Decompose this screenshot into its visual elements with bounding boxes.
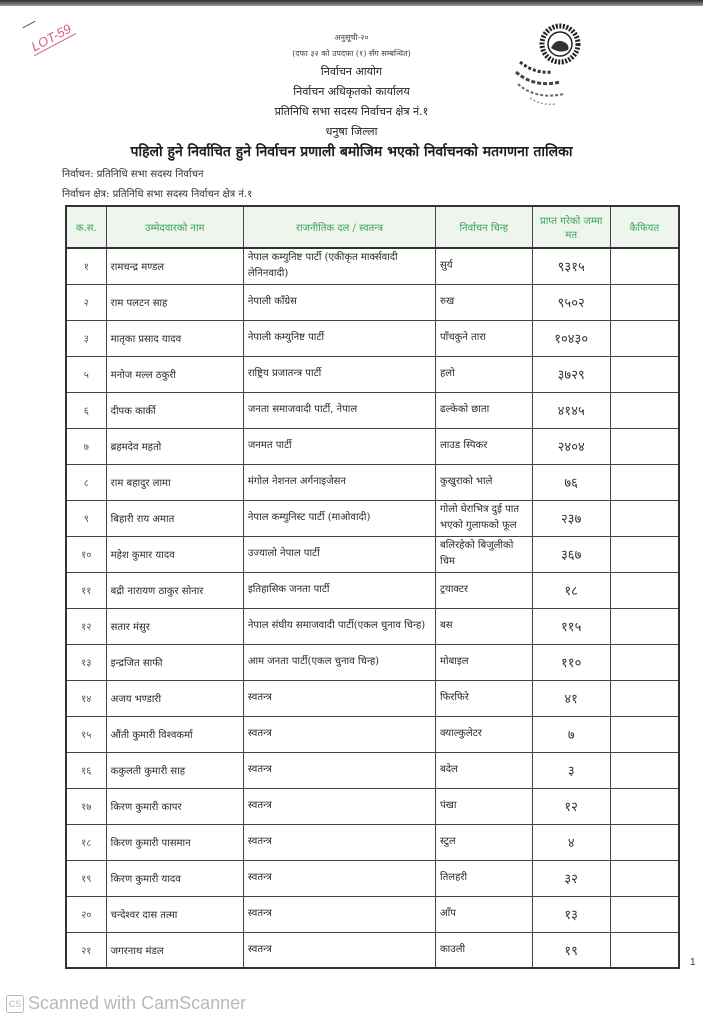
party-cell: जनमत पार्टी (243, 428, 435, 464)
scan-top-edge (0, 0, 703, 6)
votes-cell: ३७२९ (532, 356, 610, 392)
symbol-cell: बस (436, 608, 533, 644)
candidate-name-cell: चन्देश्वर दास तत्मा (106, 896, 243, 932)
candidate-name-cell: मनोज मल्ल ठकुरी (106, 356, 243, 392)
party-cell: नेपाली कम्युनिष्ट पार्टी (243, 320, 435, 356)
candidate-name-cell: मातृका प्रसाद यादव (106, 320, 243, 356)
party-cell: नेपाल कम्युनिस्ट पार्टी (माओवादी) (243, 500, 435, 536)
serial-cell: १२ (66, 608, 106, 644)
column-header-votes: प्राप्त गरेको जम्मा मत (532, 206, 610, 248)
serial-cell: ११ (66, 572, 106, 608)
remarks-cell (610, 428, 679, 464)
party-cell: स्वतन्त्र (243, 716, 435, 752)
votes-cell: १०४३० (532, 320, 610, 356)
party-cell: स्वतन्त्र (243, 932, 435, 968)
table-row (66, 536, 679, 572)
serial-cell: २१ (66, 932, 106, 968)
votes-cell: ७ (532, 716, 610, 752)
symbol-cell: तिलहरी (436, 860, 533, 896)
column-header-remarks: कैफियत (610, 206, 679, 248)
votes-cell: ४१४५ (532, 392, 610, 428)
symbol-cell: सुर्य (436, 248, 533, 284)
symbol-cell: आँप (436, 896, 533, 932)
vote-count-table (65, 205, 680, 969)
symbol-cell: लाउड स्पिकर (436, 428, 533, 464)
serial-cell: १७ (66, 788, 106, 824)
table-row (66, 320, 679, 356)
candidate-name-cell: राम बहादुर लामा (106, 464, 243, 500)
remarks-cell (610, 860, 679, 896)
table-header-row (66, 206, 679, 248)
table-row (66, 356, 679, 392)
symbol-cell: क्याल्कुलेटर (436, 716, 533, 752)
serial-cell: १४ (66, 680, 106, 716)
serial-cell: १८ (66, 824, 106, 860)
serial-cell: ९ (66, 500, 106, 536)
candidate-name-cell: किरण कुमारी कापर (106, 788, 243, 824)
symbol-cell: बदेल (436, 752, 533, 788)
candidate-name-cell: बद्री नारायण ठाकुर सोनार (106, 572, 243, 608)
party-cell: राष्ट्रिय प्रजातन्त्र पार्टी (243, 356, 435, 392)
table-row (66, 716, 679, 752)
remarks-cell (610, 608, 679, 644)
camscanner-icon: CS (6, 995, 24, 1013)
votes-cell: ३ (532, 752, 610, 788)
election-area: निर्वाचन क्षेत्र: प्रतिनिधि सभा सदस्य निर्वाचन क्षेत्र नं.१ (62, 189, 253, 200)
table-row (66, 428, 679, 464)
column-header-symbol: निर्वाचन चिन्ह (436, 206, 533, 248)
serial-cell: ५ (66, 356, 106, 392)
party-cell: स्वतन्त्र (243, 896, 435, 932)
table-row (66, 392, 679, 428)
symbol-cell: काउली (436, 932, 533, 968)
table-row (66, 500, 679, 536)
serial-cell: २० (66, 896, 106, 932)
serial-cell: ३ (66, 320, 106, 356)
organization-name: निर्वाचन आयोग (320, 65, 383, 78)
votes-cell: ४ (532, 824, 610, 860)
office-name: निर्वाचन अधिकृतको कार्यालय (293, 85, 410, 98)
table-row (66, 644, 679, 680)
candidate-name-cell: किरण कुमारी यादव (106, 860, 243, 896)
table-row (66, 284, 679, 320)
votes-cell: १८ (532, 572, 610, 608)
table-row (66, 932, 679, 968)
votes-cell: ७६ (532, 464, 610, 500)
remarks-cell (610, 392, 679, 428)
votes-cell: १९ (532, 932, 610, 968)
remarks-cell (610, 536, 679, 572)
candidate-name-cell: सतार मंसुर (106, 608, 243, 644)
watermark-text: Scanned with CamScanner (28, 993, 247, 1013)
symbol-cell: हलो (436, 356, 533, 392)
votes-cell: ११५ (532, 608, 610, 644)
remarks-cell (610, 320, 679, 356)
column-header-candidate: उम्मेदवारको नाम (106, 206, 243, 248)
candidate-name-cell: दीपक कार्की (106, 392, 243, 428)
serial-cell: १५ (66, 716, 106, 752)
symbol-cell: कुखुराको भाले (436, 464, 533, 500)
party-cell: स्वतन्त्र (243, 752, 435, 788)
candidate-name-cell: ककुलती कुमारी साह (106, 752, 243, 788)
party-cell: स्वतन्त्र (243, 788, 435, 824)
table-row (66, 680, 679, 716)
column-header-party: राजनीतिक दल / स्वतन्त्र (243, 206, 435, 248)
candidate-name-cell: औंती कुमारी विश्वकर्मा (106, 716, 243, 752)
serial-cell: ७ (66, 428, 106, 464)
table-row (66, 248, 679, 284)
table-row (66, 608, 679, 644)
party-cell: आम जनता पार्टी(एकल चुनाव चिन्ह) (243, 644, 435, 680)
serial-cell: १ (66, 248, 106, 284)
candidate-name-cell: जगरनाथ मंडल (106, 932, 243, 968)
symbol-cell: ट्रयाक्टर (436, 572, 533, 608)
votes-cell: ३६७ (532, 536, 610, 572)
scanner-watermark (6, 993, 246, 1014)
serial-cell: १९ (66, 860, 106, 896)
remarks-cell (610, 716, 679, 752)
remarks-cell (610, 932, 679, 968)
lot-annotation: LOT-59 (27, 20, 76, 56)
candidate-name-cell: राम पलटन साह (106, 284, 243, 320)
remarks-cell (610, 680, 679, 716)
remarks-cell (610, 356, 679, 392)
serial-cell: ६ (66, 392, 106, 428)
party-cell: मंगोल नेशनल अर्गनाइजेसन (243, 464, 435, 500)
party-cell: स्वतन्त्र (243, 860, 435, 896)
party-cell: नेपाल संघीय समाजवादी पार्टी(एकल चुनाव चिन्ह) (243, 608, 435, 644)
remarks-cell (610, 500, 679, 536)
document-title: पहिलो हुने निर्वाचित हुने निर्वाचन प्रणाली बमोजिम भएको निर्वाचनको मतगणना तालिका (130, 144, 573, 160)
votes-cell: १२ (532, 788, 610, 824)
remarks-cell (610, 248, 679, 284)
serial-cell: २ (66, 284, 106, 320)
candidate-name-cell: इन्द्रजित साफी (106, 644, 243, 680)
page-number: 1 (690, 957, 696, 968)
party-cell: स्वतन्त्र (243, 680, 435, 716)
votes-cell: ४१ (532, 680, 610, 716)
table-row (66, 824, 679, 860)
symbol-cell: पाँचकुने तारा (436, 320, 533, 356)
symbol-cell: रुख (436, 284, 533, 320)
votes-cell: ११० (532, 644, 610, 680)
symbol-cell: स्टुल (436, 824, 533, 860)
election-type: निर्वाचन: प्रतिनिधि सभा सदस्य निर्वाचन (62, 169, 204, 180)
party-cell: जनता समाजवादी पार्टी, नेपाल (243, 392, 435, 428)
candidate-name-cell: बिहारी राय अमात (106, 500, 243, 536)
table-row (66, 860, 679, 896)
schedule-label: अनुसूची-२० (334, 33, 369, 42)
remarks-cell (610, 752, 679, 788)
table-row (66, 752, 679, 788)
symbol-cell: फिरफिरे (436, 680, 533, 716)
votes-cell: १३ (532, 896, 610, 932)
reference-label: (दफा ३२ को उपदफा (१) सँग सम्बन्धित) (292, 49, 411, 58)
annotation-dash (23, 21, 36, 28)
table-row (66, 464, 679, 500)
symbol-cell: मोबाइल (436, 644, 533, 680)
party-cell: स्वतन्त्र (243, 824, 435, 860)
symbol-cell: गोलो घेराभित्र दुई पात भएको गुलाफको फूल (436, 500, 533, 536)
column-header-serial: क.स. (66, 206, 106, 248)
serial-cell: १३ (66, 644, 106, 680)
table-row (66, 788, 679, 824)
serial-cell: १६ (66, 752, 106, 788)
symbol-cell: बलिरहेको बिजुलीको चिम (436, 536, 533, 572)
votes-cell: २३७ (532, 500, 610, 536)
party-cell: इतिहासिक जनता पार्टी (243, 572, 435, 608)
symbol-cell: पंखा (436, 788, 533, 824)
district-name: धनुषा जिल्ला (325, 125, 378, 138)
remarks-cell (610, 824, 679, 860)
votes-cell: २४०४ (532, 428, 610, 464)
votes-cell: ३२ (532, 860, 610, 896)
votes-cell: ९५०२ (532, 284, 610, 320)
party-cell: उज्यालो नेपाल पार्टी (243, 536, 435, 572)
votes-cell: ९३१५ (532, 248, 610, 284)
remarks-cell (610, 644, 679, 680)
candidate-name-cell: ब्रहमदेव महतो (106, 428, 243, 464)
serial-cell: ८ (66, 464, 106, 500)
constituency-name: प्रतिनिधि सभा सदस्य निर्वाचन क्षेत्र नं.१ (274, 105, 429, 118)
table-row (66, 896, 679, 932)
candidate-name-cell: किरण कुमारी पासमान (106, 824, 243, 860)
remarks-cell (610, 788, 679, 824)
remarks-cell (610, 464, 679, 500)
candidate-name-cell: अजय भण्डारी (106, 680, 243, 716)
table-row (66, 572, 679, 608)
remarks-cell (610, 896, 679, 932)
serial-cell: १० (66, 536, 106, 572)
remarks-cell (610, 572, 679, 608)
party-cell: नेपाल कम्युनिष्ट पार्टी (एकीकृत मार्क्सवादी लेनिनवादी) (243, 248, 435, 284)
remarks-cell (610, 284, 679, 320)
symbol-cell: ढल्केको छाता (436, 392, 533, 428)
candidate-name-cell: महेश कुमार यादव (106, 536, 243, 572)
party-cell: नेपाली काँग्रेस (243, 284, 435, 320)
candidate-name-cell: रामचन्द्र मण्डल (106, 248, 243, 284)
